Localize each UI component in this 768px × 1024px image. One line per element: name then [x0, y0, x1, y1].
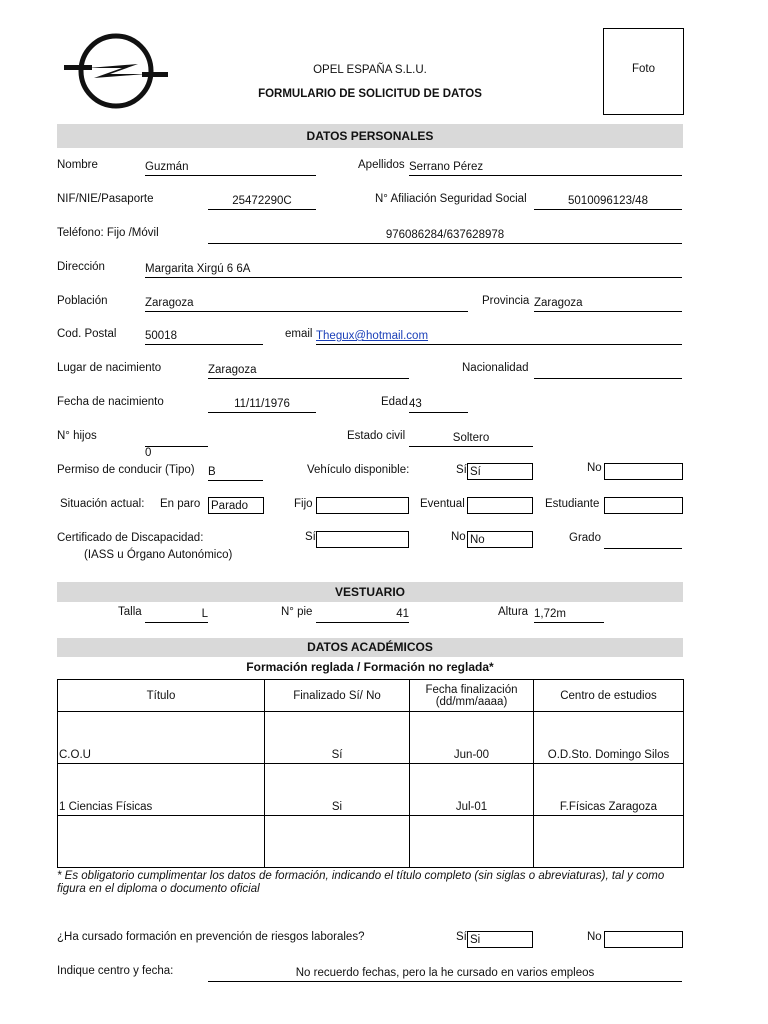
afiliacion-label: N° Afiliación Seguridad Social — [375, 193, 527, 205]
apellidos-label: Apellidos — [358, 159, 405, 171]
poblacion-label: Población — [57, 295, 108, 307]
form-title: FORMULARIO DE SOLICITUD DE DATOS — [258, 88, 482, 100]
riesgos-question: ¿Ha cursado formación en prevención de riesgos laborales? — [57, 931, 365, 943]
photo-box[interactable] — [603, 28, 684, 115]
cell-titulo[interactable]: 1 Ciencias Físicas — [58, 764, 265, 816]
estudiante-box[interactable] — [604, 497, 683, 514]
cell-finalizado[interactable]: Si — [265, 764, 410, 816]
nif-field[interactable]: 25472290C — [208, 193, 316, 210]
eventual-label: Eventual — [420, 498, 465, 510]
disc-si-label: Sí — [305, 531, 316, 543]
riesgos-si-box[interactable]: Si — [467, 931, 533, 948]
photo-label: Foto — [631, 63, 655, 75]
fijo-label: Fijo — [294, 498, 313, 510]
centro-fecha-field[interactable]: No recuerdo fechas, pero la he cursado en varios empleos — [208, 965, 682, 982]
vehiculo-label: Vehículo disponible: — [307, 464, 410, 476]
edad-field[interactable]: 43 — [409, 396, 468, 413]
talla-label: Talla — [118, 606, 142, 618]
vehiculo-si-label: Sí — [456, 464, 467, 476]
vehiculo-si-box[interactable]: Sí — [467, 463, 533, 480]
pie-label: N° pie — [281, 606, 313, 618]
col-header-centro: Centro de estudios — [534, 680, 684, 712]
cp-label: Cod. Postal — [57, 328, 117, 340]
centro-fecha-label: Indique centro y fecha: — [57, 965, 174, 977]
poblacion-field[interactable]: Zaragoza — [145, 295, 468, 312]
disc-no-label: No — [451, 531, 466, 543]
discapacidad-sub-label: (IASS u Órgano Autonómico) — [84, 549, 233, 561]
en-paro-box[interactable]: Parado — [208, 497, 264, 514]
cell-finalizado[interactable]: Sí — [265, 712, 410, 764]
estudiante-label: Estudiante — [545, 498, 600, 510]
estado-civil-field[interactable]: Soltero — [409, 430, 533, 447]
cell-titulo[interactable] — [58, 816, 265, 868]
formation-note: * Es obligatorio cumplimentar los datos de formación, indicando el título completo (sin siglas o abreviaturas), tal y como figura en el diploma o documento oficial — [57, 870, 665, 895]
cell-centro[interactable]: O.D.Sto. Domingo Silos — [534, 712, 684, 764]
cell-fecha[interactable]: Jul-01 — [410, 764, 534, 816]
fecha-nac-label: Fecha de nacimiento — [57, 396, 164, 408]
afiliacion-field[interactable]: 5010096123/48 — [534, 193, 682, 210]
section-datos-academicos: DATOS ACADÉMICOS — [57, 638, 683, 657]
fecha-nac-field[interactable]: 11/11/1976 — [208, 396, 316, 413]
direccion-label: Dirección — [57, 261, 105, 273]
table-row — [58, 816, 684, 868]
nombre-label: Nombre — [57, 159, 98, 171]
opel-lightning-icon — [62, 32, 170, 110]
grado-field[interactable] — [604, 532, 682, 549]
hijos-label: N° hijos — [57, 430, 97, 442]
grado-label: Grado — [569, 532, 601, 544]
email-link[interactable]: Thegux@hotmail.com — [316, 330, 429, 342]
section-vestuario: VESTUARIO — [57, 582, 683, 602]
telefono-field[interactable]: 976086284/637628978 — [208, 227, 682, 244]
cell-finalizado[interactable] — [265, 816, 410, 868]
situacion-label: Situación actual: — [60, 498, 145, 510]
en-paro-label: En paro — [160, 498, 201, 510]
cell-centro[interactable] — [534, 816, 684, 868]
academicos-subtitle: Formación reglada / Formación no reglada* — [246, 660, 494, 674]
disc-si-box[interactable] — [316, 531, 409, 548]
altura-label: Altura — [498, 606, 529, 618]
permiso-label: Permiso de conducir (Tipo) — [57, 464, 195, 476]
telefono-label: Teléfono: Fijo /Móvil — [57, 227, 159, 239]
cell-titulo[interactable]: C.O.U — [58, 712, 265, 764]
talla-field[interactable]: L — [145, 606, 208, 623]
email-field[interactable] — [316, 328, 682, 345]
provincia-field[interactable]: Zaragoza — [534, 295, 682, 312]
altura-field[interactable]: 1,72m — [534, 606, 604, 623]
nacionalidad-field[interactable] — [534, 362, 682, 379]
nacionalidad-label: Nacionalidad — [462, 362, 529, 374]
cell-centro[interactable]: F.Físicas Zaragoza — [534, 764, 684, 816]
col-header-titulo: Título — [58, 680, 265, 712]
lugar-nac-label: Lugar de nacimiento — [57, 362, 162, 374]
hijos-field: 0 — [145, 447, 152, 459]
col-header-finalizado: Finalizado Sí/ No — [265, 680, 410, 712]
table-row — [58, 712, 684, 764]
pie-field[interactable]: 41 — [316, 606, 409, 623]
lugar-nac-field[interactable]: Zaragoza — [208, 362, 409, 379]
riesgos-no-box[interactable] — [604, 931, 683, 948]
col-header-fecha: Fecha finalización (dd/mm/aaaa) — [410, 680, 534, 712]
email-label: email — [285, 328, 313, 340]
nombre-field[interactable]: Guzmán — [145, 159, 316, 176]
hijos-line[interactable] — [145, 430, 208, 447]
cell-fecha[interactable]: Jun-00 — [410, 712, 534, 764]
direccion-field[interactable]: Margarita Xirgú 6 6A — [145, 261, 682, 278]
edad-label: Edad — [381, 396, 408, 408]
disc-no-box[interactable]: No — [467, 531, 533, 548]
opel-logo — [62, 32, 170, 110]
cp-field[interactable]: 50018 — [145, 328, 263, 345]
section-datos-personales: DATOS PERSONALES — [57, 124, 683, 148]
academic-table — [57, 679, 684, 868]
estado-civil-label: Estado civil — [347, 430, 406, 442]
vehiculo-no-box[interactable] — [604, 463, 683, 480]
company-name: OPEL ESPAÑA S.L.U. — [313, 64, 427, 76]
apellidos-field[interactable]: Serrano Pérez — [409, 159, 682, 176]
discapacidad-label: Certificado de Discapacidad: — [57, 532, 204, 544]
permiso-field[interactable]: B — [208, 464, 263, 481]
nif-label: NIF/NIE/Pasaporte — [57, 193, 154, 205]
table-header-row — [58, 680, 684, 712]
riesgos-no-label: No — [587, 931, 602, 943]
table-row — [58, 764, 684, 816]
cell-fecha[interactable] — [410, 816, 534, 868]
riesgos-si-label: Sí — [456, 931, 467, 943]
fijo-box[interactable] — [316, 497, 409, 514]
eventual-box[interactable] — [467, 497, 533, 514]
vehiculo-no-label: No — [587, 462, 602, 474]
provincia-label: Provincia — [482, 295, 530, 307]
